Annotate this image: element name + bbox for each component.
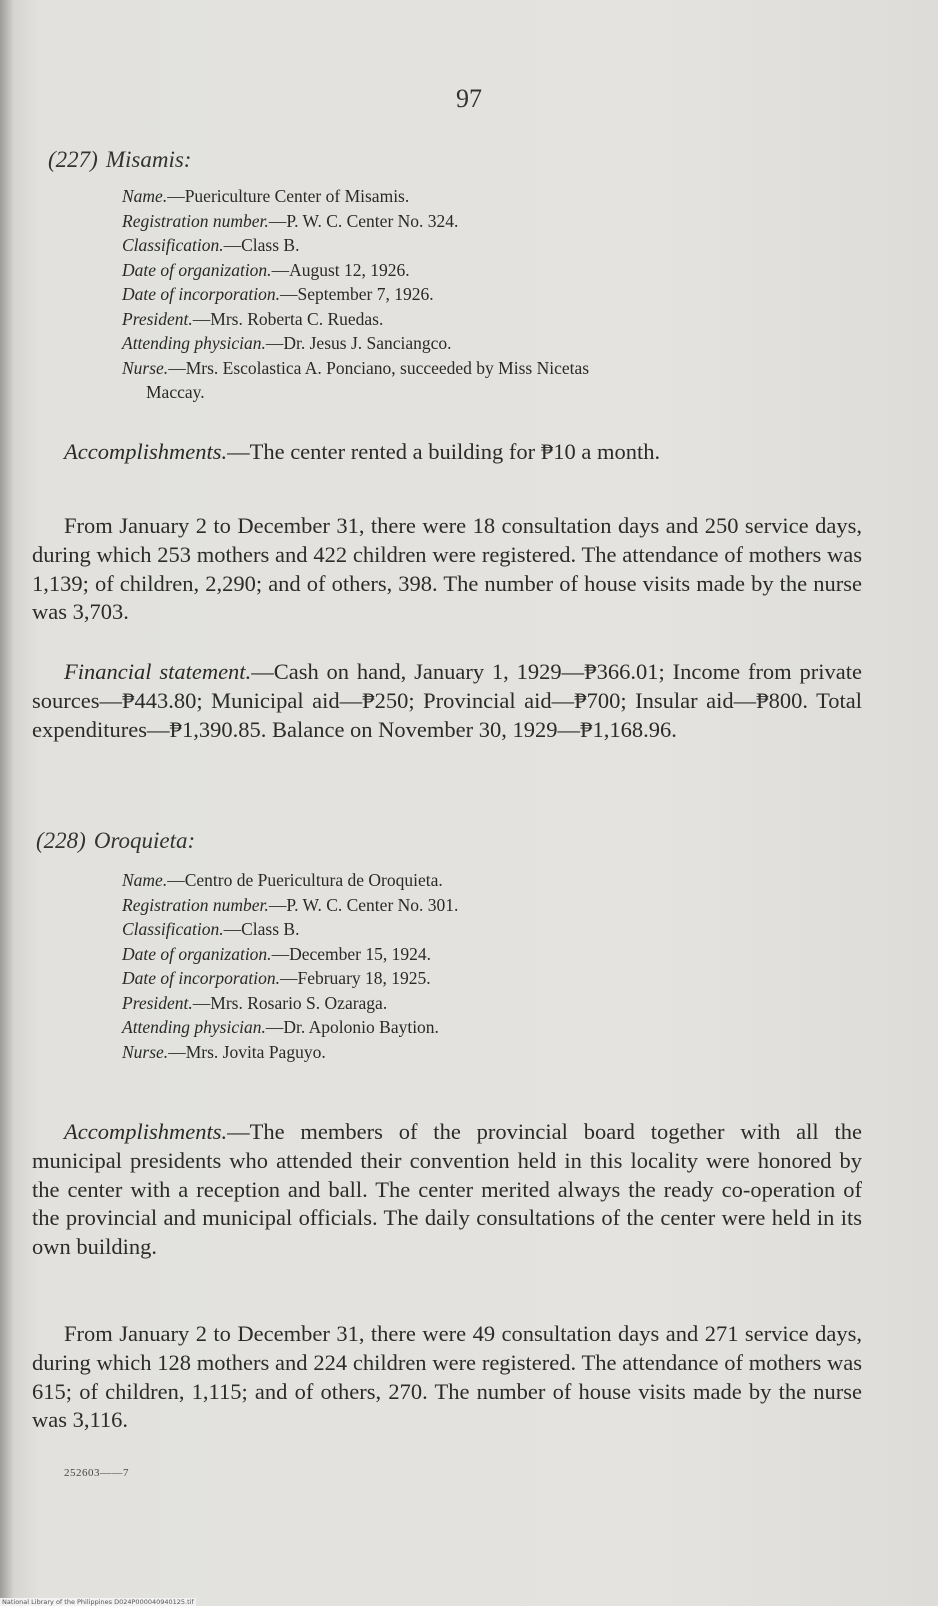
detail-date-organization: Date of organization.—December 15, 1924.: [122, 943, 431, 964]
section-number: (228): [36, 828, 86, 853]
paragraph-statistics-misamis: From January 2 to December 31, there were 18 consultation days and 250 service days, during which 253 mothers and 422 children were registered. The attendance of mothers was 1,139; of children, 2,290; and of others, 398. The number of house visits made by the nurse was 3,703.: [32, 513, 862, 625]
detail-nurse: Nurse.—Mrs. Escolastica A. Ponciano, succeeded by Miss Nicetas Maccay.: [122, 357, 590, 402]
paragraph-accomplishments-misamis: Accomplishments.—The center rented a building for ₱10 a month.: [64, 439, 661, 464]
detail-name: Name.—Centro de Puericultura de Oroquieta.: [122, 870, 443, 890]
detail-president: President.—Mrs. Roberta C. Ruedas.: [122, 308, 384, 329]
section-number: (227): [48, 147, 98, 172]
section-place: Oroquieta:: [93, 828, 196, 853]
detail-attending-physician: Attending physician.—Dr. Jesus J. Sanciangco.: [122, 333, 452, 353]
detail-classification: Classification.—Class B.: [122, 235, 300, 255]
detail-nurse: Nurse.—Mrs. Jovita Paguyo.: [122, 1041, 326, 1062]
detail-registration-number: Registration number.—P. W. C. Center No. 324.: [122, 210, 459, 231]
center-details-misamis: [122, 184, 862, 405]
section-heading-oroquieta: [36, 828, 195, 854]
detail-registration-number: Registration number.—P. W. C. Center No. 301.: [122, 894, 459, 915]
section-heading-misamis: [48, 147, 191, 173]
detail-attending-physician: Attending physician.—Dr. Apolonio Baytion.: [122, 1017, 439, 1037]
detail-date-incorporation: Date of incorporation.—September 7, 1926.: [122, 284, 434, 304]
paragraph-statistics-oroquieta: From January 2 to December 31, there were 49 consultation days and 271 service days, during which 128 mothers and 224 children were registered. The attendance of mothers was 615; of children, 1,115; and of others, 270. The number of house visits made by the nurse was 3,116.: [32, 1321, 862, 1433]
paragraph-accomplishments-oroquieta: Accomplishments.—The members of the provincial board together with all the municipal presidents who attended their convention held in this locality were honored by the center with a reception and ball. The center merited always the ready co-operation of the provincial and municipal officials. The daily consultations of the center were held in its own building.: [32, 1119, 862, 1260]
print-code: 252603——7: [64, 1467, 129, 1479]
library-watermark: National Library of the Philippines D024P000040940125.tif: [2, 1598, 194, 1606]
detail-date-organization: Date of organization.—August 12, 1926.: [122, 259, 410, 280]
detail-president: President.—Mrs. Rosario S. Ozaraga.: [122, 992, 388, 1013]
center-details-oroquieta: [122, 868, 862, 1064]
page-number: 97: [456, 84, 482, 113]
detail-name: Name.—Puericulture Center of Misamis.: [122, 186, 410, 206]
detail-classification: Classification.—Class B.: [122, 919, 300, 939]
section-place: Misamis:: [105, 147, 192, 172]
paragraph-financial-misamis: Financial statement.—Cash on hand, January 1, 1929—₱366.01; Income from private sources—₱443.80; Municipal aid—₱250; Provincial aid—₱700; Insular aid—₱800. Total expenditures—₱1,390.85. Balance on November 30, 1929—₱1,168.96.: [32, 659, 863, 742]
detail-date-incorporation: Date of incorporation.—February 18, 1925.: [122, 968, 431, 988]
